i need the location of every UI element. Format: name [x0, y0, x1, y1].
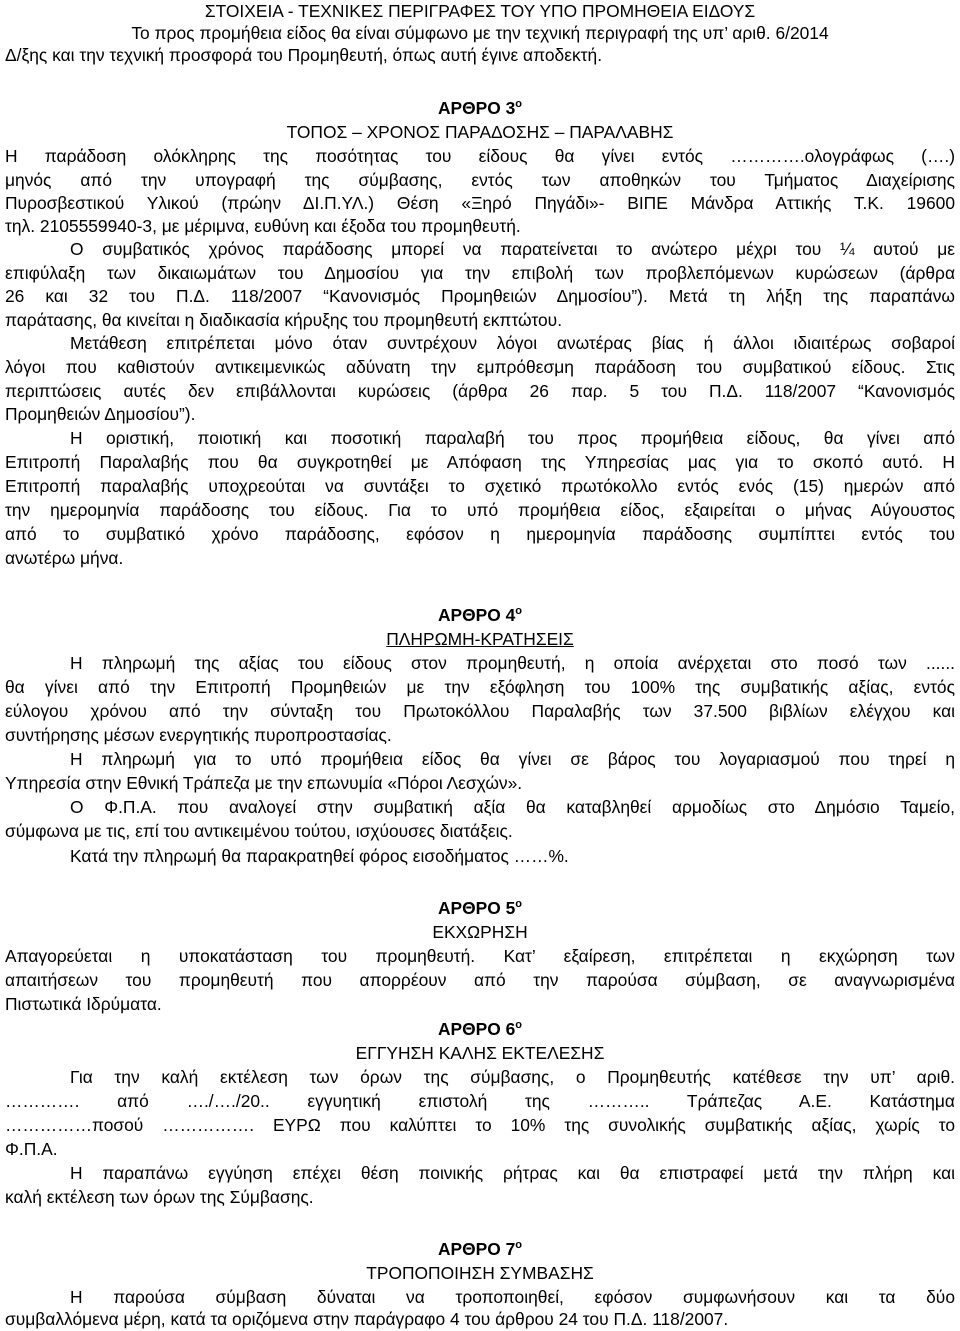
paragraph-line: Η πληρωμή της αξίας του είδους στον προμηθευτή, η οποία ανέρχεται στο ποσό των ...... [70, 653, 955, 673]
paragraph-line: Επιτροπή παραλαβής υποχρεούται να συντάξει το σχετικό πρωτόκολλο εντός ενός (15) ημερών από [5, 476, 955, 496]
article-6-heading: ΑΡΘΡΟ $6^o$ [437, 1019, 523, 1039]
paragraph-line: ανωτέρω μήνα. [5, 548, 124, 568]
paragraph-line: Η πληρωμή για το υπό προμήθεια είδος θα γίνει σε βάρος του λογαριασμού που τηρεί η [70, 749, 955, 769]
paragraph-line: καλή εκτέλεση των όρων της Σύμβασης. [5, 1187, 314, 1207]
article-7-heading: ΑΡΘΡΟ $7^o$ [437, 1239, 523, 1259]
article-3-heading: ΑΡΘΡΟ $3^o$ [437, 98, 523, 118]
paragraph-line: Η οριστική, ποιοτική και ποσοτική παραλαβή του προς προμήθεια είδους, θα γίνει από [70, 428, 955, 448]
paragraph-line: Κατά την πληρωμή θα παρακρατηθεί φόρος εισοδήματος ……%. [70, 846, 569, 866]
paragraph-line: Πιστωτικά Ιδρύματα. [5, 994, 162, 1014]
paragraph-line: τηλ. 2105559940-3, με μέριμνα, ευθύνη και έξοδα του προμηθευτή. [5, 216, 521, 236]
paragraph-line: Ο Φ.Π.Α. που αναλογεί στην συμβατική αξία θα καταβληθεί αρμοδίως στο Δημόσιο Ταμείο, [70, 797, 955, 817]
paragraph-line: Προμηθειών Δημοσίου”). [5, 404, 196, 424]
paragraph-line: μηνός από την υπογραφή της σύμβασης, εντός των αποθηκών του Τμήματος Διαχείρισης [5, 170, 955, 190]
paragraph-line: Μετάθεση επιτρέπεται μόνο όταν συντρέχουν λόγοι ανωτέρας βίας ή άλλοι ιδιαιτέρως σοβαροί [70, 333, 955, 353]
article-7-subheading: ΤΡΟΠΟΠΟΙΗΣΗ ΣΥΜΒΑΣΗΣ [366, 1263, 594, 1283]
paragraph-line: περιπτώσεις αυτές δεν επιβάλλονται κυρώσεις (άρθρα 26 παρ. 5 του Π.Δ. 118/2007 “Κανονισμός [5, 381, 955, 401]
intro-line: Δ/ξης και την τεχνική προσφορά του Προμηθευτή, όπως αυτή έγινε αποδεκτή. [5, 45, 603, 65]
paragraph-line: Η παρούσα σύμβαση δύναται να τροποποιηθεί, εφόσον συμφωνήσουν και τα δύο [70, 1287, 955, 1307]
paragraph-line: Για την καλή εκτέλεση των όρων της σύμβασης, ο Προμηθευτής κατέθεσε την υπ’ αριθ. [70, 1067, 955, 1087]
article-4-subheading: ΠΛΗΡΩΜΗ-ΚΡΑΤΗΣΕΙΣ [386, 629, 574, 649]
paragraph-line: Ο συμβατικός χρόνος παράδοσης μπορεί να παρατείνεται το ανώτερο μέχρι του ¼ αυτού με [70, 239, 955, 259]
paragraph-line: …………. από …./…./20.. εγγυητική επιστολή της ……….. Τράπεζας Α.Ε. Κατάστημα [5, 1091, 955, 1111]
paragraph-line: λόγοι που καθιστούν αντικειμενικώς αδύνατη την εμπρόθεσμη παράδοση του συμβατικού είδους. Στις [5, 357, 955, 377]
paragraph-line: Η παράδοση ολόκληρης της ποσότητας του είδους θα γίνει εντός ………….ολογράφως (….) [5, 146, 955, 166]
paragraph-line: Φ.Π.Α. [5, 1139, 58, 1159]
paragraph-line: Η παραπάνω εγγύηση επέχει θέση ποινικής ρήτρας και θα επιστραφεί μετά την πλήρη και [70, 1163, 955, 1183]
article-4-heading: ΑΡΘΡΟ $4^o$ [437, 605, 523, 625]
paragraph-line: συμβαλλόμενα μέρη, κατά τα οριζόμενα στην παράγραφο 4 του άρθρου 24 του Π.Δ. 118/2007. [5, 1309, 729, 1329]
paragraph-line: Πυροσβεστικού Υλικού (πρώην ΔΙ.Π.ΥΛ.) Θέση «Ξηρό Πηγάδι»- ΒΙΠΕ Μάνδρα Αττικής Τ.Κ. 19600 [5, 193, 955, 213]
paragraph-line: Απαγορεύεται η υποκατάσταση του προμηθευτή. Κατ’ εξαίρεση, επιτρέπεται η εκχώρηση των [5, 946, 955, 966]
paragraph-line: Επιτροπή Παραλαβής που θα συγκροτηθεί με Απόφαση της Υπηρεσίας μας για το σκοπό αυτό. Η [5, 452, 955, 472]
paragraph-line: την ημερομηνία παράδοσης του είδους. Για το υπό προμήθεια είδος, εξαιρείται ο μήνας Αύγουστος [5, 500, 955, 520]
paragraph-line: από το συμβατικό χρόνο παράδοσης, εφόσον η ημερομηνία παράδοσης συμπίπτει εντός του [5, 524, 955, 544]
paragraph-line: 26 και 32 του Π.Δ. 118/2007 “Κανονισμός Προμηθειών Δημοσίου”). Μετά τη λήξη της παραπάνω [5, 286, 955, 306]
paragraph-line: παράτασης, θα κινείται η διαδικασία κήρυξης του προμηθευτή εκπτώτου. [5, 310, 563, 330]
paragraph-line: Υπηρεσία στην Εθνική Τράπεζα με την επωνυμία «Πόροι Λεσχών». [5, 773, 523, 793]
paragraph-line: απαιτήσεων του προμηθευτή που απορρέουν από την παρούσα σύμβαση, σε αναγνωρισμένα [5, 970, 955, 990]
paragraph-line: εύλογου χρόνου από την σύνταξη του Πρωτοκόλλου Παραλαβής των 37.500 βιβλίων ελέγχου και [5, 701, 955, 721]
article-5-heading: ΑΡΘΡΟ $5^o$ [437, 898, 523, 918]
paragraph-line: θα γίνει από την Επιτροπή Προμηθειών με την εξόφληση του 100% της συμβατικής αξίας, εντός [5, 677, 955, 697]
paragraph-line: ……………ποσού ……………. ΕΥΡΩ που καλύπτει το 10% της συνολικής συμβατικής αξίας, χωρίς το [5, 1115, 955, 1135]
article-3-subheading: ΤΟΠΟΣ – ΧΡΟΝΟΣ ΠΑΡΑΔΟΣΗΣ – ΠΑΡΑΛΑΒΗΣ [286, 122, 674, 142]
paragraph-line: συντήρησης μέσων ενεργητικής πυροπροστασίας. [5, 725, 392, 745]
article-5-subheading: ΕΚΧΩΡΗΣΗ [432, 922, 528, 942]
intro-line: Το προς προμήθεια είδος θα είναι σύμφωνο με την τεχνική περιγραφή της υπ’ αριθ. 6/2014 [131, 23, 829, 43]
article-6-subheading: ΕΓΓΥΗΣΗ ΚΑΛΗΣ ΕΚΤΕΛΕΣΗΣ [355, 1043, 605, 1063]
document-title: ΣΤΟΙΧΕΙΑ - ΤΕΧΝΙΚΕΣ ΠΕΡΙΓΡΑΦΕΣ ΤΟΥ ΥΠΟ ΠΡΟΜΗΘΕΙΑ ΕΙΔΟΥΣ [204, 1, 756, 21]
paragraph-line: σύμφωνα με τις, επί του αντικειμένου τούτου, ισχύουσες διατάξεις. [5, 821, 513, 841]
paragraph-line: επιφύλαξη των δικαιωμάτων του Δημοσίου για την επιβολή των προβλεπόμενων κυρώσεων (άρθρα [5, 263, 955, 283]
